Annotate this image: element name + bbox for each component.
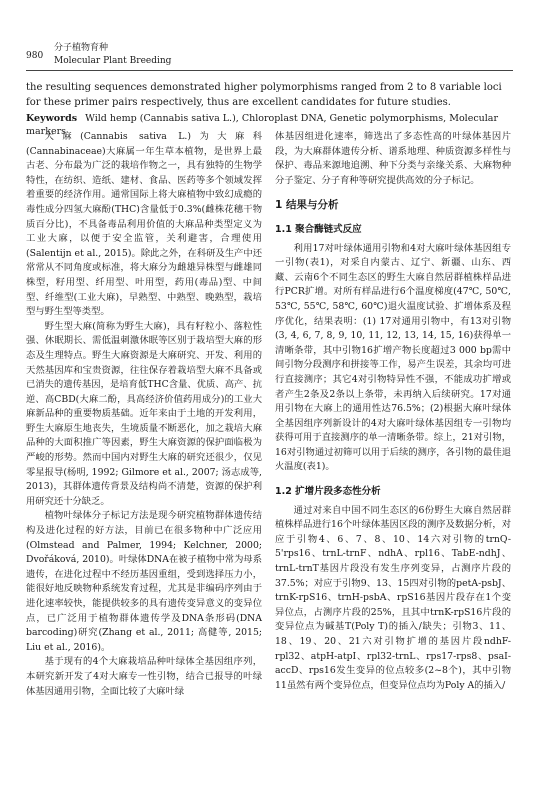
- abstract-ending: the resulting sequences demonstrated higher polymorphisms ranged from 2 to 8 variable loci for these primer pairs respectively, thus are excellent candidates for future studies.: [26, 82, 502, 108]
- paragraph: 植物叶绿体分子标记方法是现今研究植物群体遗传结构及进化过程的好方法，目前已在很多物种中广泛应用(Olmstead and Palmer, 1994; Kelchner, 2000; Dvořáková, 2010)。叶绿体DNA在被子植物中常为母系遗传，在进化过程中不经历基因重组，受到选择压力小，能很好地反映物种系统发育过程，尤其是非编码序列由于进化速率较快，能提供较多的具有遗传变异意义的变异位点，已广泛用于植物群体遗传学及DNA条形码(DNA barcoding)研究(Zhang et al., 2011; 高健等, 2015; Liu et al., 2016)。: [26, 510, 262, 653]
- paragraph: 野生型大麻(简称为野生大麻)，具有籽粒小、落粒性强、休眠期长、需低温刺激休眠等区别于栽培型大麻的形态及生理特点。野生大麻资源是大麻研究、开发、利用的天然基因库和宝贵资源，往往保存着栽培型大麻不具备或已消失的遗传基因，是培育低THC含量、优质、高产、抗逆、高CBD(大麻二酚，具高经济价值药用成分)的工业大麻新品种的重要物质基础。近年来由于土地的开发利用，野生大麻原生地丧失，生境质量不断恶化，加之栽培大麻品种的大面积推广等因素，野生大麻资源的保护面临极为严峻的形势。然而中国内对野生大麻的研究还很少，仅见零星报导(杨明, 1992; Gilmore et al., 2007; 汤志成等, 2013)，其群体遗传背景及结构尚不清楚，资源的保护利用研究还十分缺乏。: [26, 320, 262, 507]
- keywords-label: Keywords: [26, 113, 78, 124]
- left-column: [26, 130, 262, 699]
- paragraph: 体基因组进化速率，筛选出了多态性高的叶绿体基因片段，为大麻群体遗传分析、谱系地理、种质资源多样性与保护、毒品来源地追溯、种下分类与亲缘关系、大麻物种分子鉴定、分子育种等研究提供高效的分子标记。: [275, 131, 511, 186]
- section-heading: 1 结果与分析: [275, 199, 339, 212]
- paragraph: 利用17对叶绿体通用引物和4对大麻叶绿体基因组专一引物(表1)，对采自内蒙古、辽宁、新疆、山东、西藏、云南6个不同生态区的野生大麻自然居群植株样品进行PCR扩增。对所有样品进行6个温度梯度(47℃, 50℃, 53℃, 55℃, 58℃, 60℃)退火温度试验、扩增体系及程序优化，结果表明：(1) 17对通用引物中，有13对引物(3, 4, 6, 7, 8, 9, 10, 11, 12, 13, 14, 15, 16)获得单一清晰条带，其中引物16扩增产物长度超过3 000 bp需中间引物分段测序和拼接等工作，易产生误差，其余均可进行直接测序；其它4对引物特异性不强，不能成功扩增或者产生2条及2条以上条带，未再纳入后续研究。17对通用引物在大麻上的通用性达76.5%；(2)根据大麻叶绿体全基因组序列新设计的4对大麻叶绿体基因组专一引物均获得可用于直接测序的单一清晰条带。综上，21对引物，16对引物通过初筛可以用于后续的测序，各引物的最佳退火温度(表1)。: [275, 242, 511, 473]
- page-number: 980: [26, 51, 44, 61]
- paragraph: 基于现有的4个大麻栽培品种叶绿体全基因组序列，本研究新开发了4对大麻专一性引物，结合已报导的叶绿体基因通用引物，全面比较了大麻叶绿: [26, 656, 262, 697]
- keywords-text: Wild hemp (Cannabis sativa L.), Chloroplast DNA, Genetic polymorphisms, Molecular markers: [26, 113, 499, 137]
- paragraph: 通过对来自中国不同生态区的6份野生大麻自然居群植株样品进行16个叶绿体基因区段的测序及数据分析，对应于引物4、6、7、8、10、14六对引物的trnQ-5'rps16、trnL-trnF、ndhA、rpl16、TabE-ndhJ、trnL-trnT基因片段没有发生序列变异，占测序片段的37.5%；对应于引物9、13、15四对引物的petA-psbJ、trnK-rpS16、trnH-psbA、rpS16基因片段存在1个变异位点，占测序片段的25%，且其中trnK-rpS16片段的变异位点为碱基T(Poly T)的插入/缺失；引物3、11、18、19、20、21六对引物扩增的基因片段ndhF-rpl32、atpH-atpI、rpl32-trnL、rps17-rps8、psaI-accD、rps16发生变异的位点较多(2~8个)，其中引物11虽然有两个变异位点，但变异位点均为Poly A的插入/: [275, 504, 511, 691]
- header-rule: [26, 70, 513, 71]
- journal-title-en: Molecular Plant Breeding: [54, 56, 172, 66]
- subsection-heading: 1.1 聚合酶链式反应: [275, 223, 362, 235]
- journal-title: [54, 42, 171, 68]
- journal-title-cn: 分子植物育种: [54, 43, 109, 53]
- right-column: [275, 130, 511, 693]
- subsection-heading: 1.2 扩增片段多态性分析: [275, 486, 381, 498]
- paragraph: 大麻(Cannabis sativa L.)为大麻科(Cannabinaceae)大麻属一年生草本植物，是世界上最古老、分布最为广泛的栽培作物之一，具有独特的生物学特性，在纺织、造纸、建材、食品、医药等多个领域发挥着重要的经济作用。通常国际上将大麻植物中致幻成瘾的毒性成分四氢大麻酚(THC)含量低于0.3%(雌株花穗干物质百分比)，不具备毒品利用价值的大麻品种类型定义为工业大麻，以便于安全监管，关利避害，合理使用(Salentijn et al., 2015)。除此之外，在科研及生产中还常常从不同角度或标准，将大麻分为雌雄异株型与雌雄同株型，籽用型、纤用型、叶用型，药用(毒品)型、中间型、纤维型(工业大麻)，早熟型、中熟型、晚熟型，栽培型与野生型等类型。: [26, 131, 262, 318]
